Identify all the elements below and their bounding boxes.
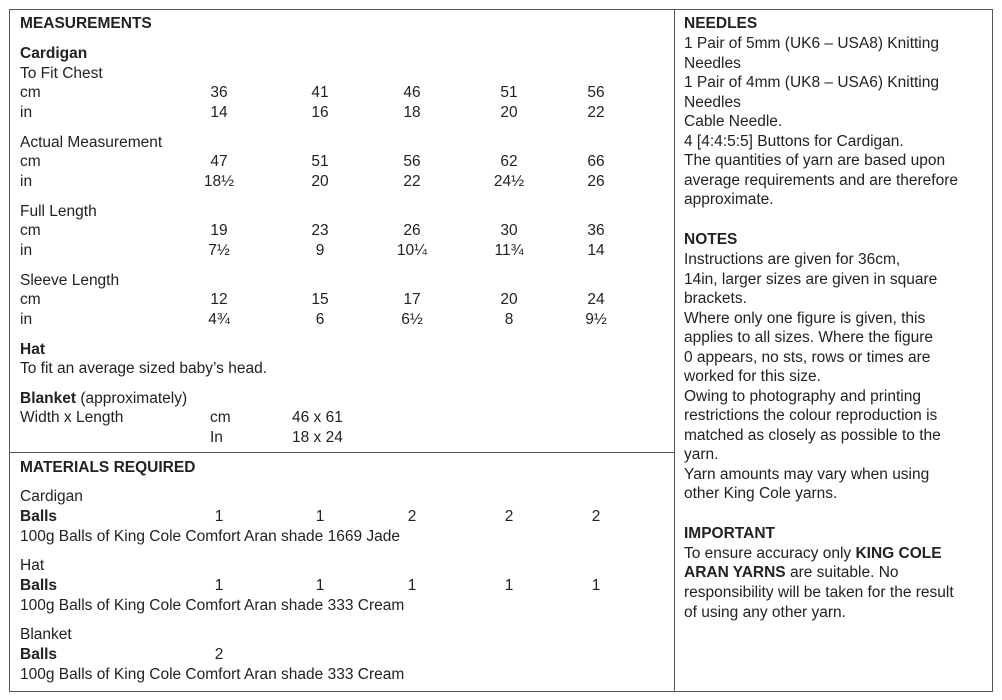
balls-label: Balls: [20, 577, 58, 594]
blanket-label: Width x Length: [20, 409, 124, 426]
hat-text: To fit an average sized baby’s head.: [20, 360, 268, 377]
table-cell-in: 11¾: [494, 242, 524, 259]
unit-cm-label: cm: [20, 84, 41, 101]
materials-heading: MATERIALS REQUIRED: [20, 459, 196, 476]
balls-count: 1: [315, 508, 325, 525]
notes-line: worked for this size.: [684, 368, 821, 385]
table-cell-cm: 36: [210, 84, 228, 101]
material-name: Cardigan: [20, 488, 83, 505]
table-cell-in: 14: [587, 242, 605, 259]
table-cell-in: 22: [403, 173, 421, 190]
needles-line: Needles: [684, 93, 741, 111]
table-cell-cm: 56: [403, 153, 421, 170]
table-cell-in: 20: [311, 173, 329, 190]
balls-label: Balls: [20, 508, 58, 525]
table-cell-cm: 47: [210, 153, 228, 170]
blanket-heading: [20, 389, 187, 409]
needles-line: 1 Pair of 5mm (UK6 – USA8) Knitting: [684, 35, 939, 52]
unit-in-label: in: [20, 311, 33, 328]
notes-line: Owing to photography and printing: [684, 387, 921, 405]
table-cell-in: 16: [311, 104, 329, 121]
balls-count: 1: [315, 577, 325, 594]
measurement-label: Full Length: [20, 203, 97, 220]
yarn-description: 100g Balls of King Cole Comfort Aran shade 1669 Jade: [20, 528, 400, 545]
balls-label: Balls: [20, 646, 58, 663]
notes-line: Instructions are given for 36cm,: [684, 251, 901, 268]
needles-line: 4 [4:4:5:5] Buttons for Cardigan.: [684, 132, 904, 150]
important-text-2: are suitable. No: [785, 564, 899, 581]
material-name: Blanket: [20, 626, 72, 643]
measurement-label: Actual Measurement: [20, 134, 163, 151]
cardigan-title: Cardigan: [20, 45, 88, 62]
important-line: responsibility will be taken for the result: [684, 584, 954, 601]
table-cell-cm: 56: [587, 84, 605, 101]
unit-in-label: in: [20, 242, 33, 259]
notes-line: matched as closely as possible to the: [684, 426, 941, 444]
table-cell-cm: 30: [500, 222, 518, 239]
notes-line: restrictions the colour reproduction is: [684, 407, 938, 424]
needles-line: 1 Pair of 4mm (UK8 – USA6) Knitting: [684, 74, 939, 91]
balls-count: 1: [214, 577, 224, 594]
notes-line: 14in, larger sizes are given in square: [684, 270, 938, 288]
blanket-note: (approximately): [80, 390, 188, 407]
balls-count: 2: [407, 508, 417, 525]
notes-heading: NOTES: [684, 231, 738, 248]
important-heading: IMPORTANT: [684, 525, 775, 542]
table-cell-in: 18½: [203, 173, 235, 190]
notes-line: 0 appears, no sts, rows or times are: [684, 348, 931, 366]
unit-cm-label: cm: [20, 291, 41, 308]
notes-line: other King Cole yarns.: [684, 485, 838, 502]
table-cell-cm: 41: [311, 84, 329, 101]
table-cell-in: 20: [500, 104, 518, 121]
important-brand-1: KING COLE: [855, 545, 942, 562]
table-cell-cm: 46: [403, 84, 421, 101]
measurement-label: To Fit Chest: [20, 65, 103, 82]
important-text-1: To ensure accuracy only: [684, 545, 856, 562]
unit-in-label: in: [20, 104, 33, 121]
column-divider: [674, 9, 675, 692]
needles-line: approximate.: [684, 191, 774, 208]
balls-count: 2: [504, 508, 514, 525]
table-cell-cm: 66: [587, 153, 605, 170]
important-line: of using any other yarn.: [684, 603, 846, 621]
notes-line: yarn.: [684, 446, 719, 463]
table-cell-cm: 23: [311, 222, 329, 239]
table-cell-in: 18: [403, 104, 421, 121]
unit-cm-label: cm: [20, 222, 41, 239]
table-cell-in: 24½: [493, 173, 525, 190]
important-brand-2: ARAN YARNS: [684, 564, 786, 581]
balls-count: 1: [504, 577, 514, 594]
notes-line: brackets.: [684, 290, 747, 307]
table-cell-cm: 36: [587, 222, 605, 239]
important-line-1: [684, 544, 984, 564]
notes-line: applies to all sizes. Where the figure: [684, 329, 933, 346]
table-cell-cm: 24: [587, 291, 605, 308]
measurements-heading: MEASUREMENTS: [20, 15, 152, 32]
table-cell-in: 10¼: [396, 242, 428, 259]
table-cell-in: 7½: [208, 242, 230, 259]
yarn-description: 100g Balls of King Cole Comfort Aran shade 333 Cream: [20, 597, 405, 614]
blanket-value-cm: 46 x 61: [292, 409, 343, 426]
measurement-label: Sleeve Length: [20, 272, 120, 289]
needles-line: Cable Needle.: [684, 113, 783, 130]
table-cell-cm: 12: [210, 291, 228, 308]
notes-line: Where only one figure is given, this: [684, 309, 926, 327]
table-cell-cm: 51: [311, 153, 329, 170]
blanket-unit-cm: cm: [210, 409, 231, 426]
important-line-2: [684, 563, 984, 583]
table-cell-in: 9: [315, 242, 325, 259]
balls-count: 2: [591, 508, 601, 525]
material-name: Hat: [20, 557, 45, 574]
balls-count: 1: [407, 577, 417, 594]
table-cell-cm: 26: [403, 222, 421, 239]
table-cell-in: 6½: [401, 311, 423, 328]
table-cell-in: 6: [315, 311, 325, 328]
needles-line: Needles: [684, 54, 741, 72]
blanket-value-in: 18 x 24: [292, 429, 343, 446]
needles-line: average requirements and are therefore: [684, 171, 958, 189]
unit-in-label: in: [20, 173, 33, 190]
table-cell-in: 22: [587, 104, 605, 121]
table-cell-cm: 51: [500, 84, 518, 101]
blanket-unit-in: In: [210, 429, 223, 446]
table-cell-in: 8: [504, 311, 514, 328]
needles-line: The quantities of yarn are based upon: [684, 152, 946, 169]
table-cell-cm: 20: [500, 291, 518, 308]
needles-heading: NEEDLES: [684, 15, 758, 32]
table-cell-in: 26: [587, 173, 605, 190]
table-cell-cm: 62: [500, 153, 518, 170]
yarn-description: 100g Balls of King Cole Comfort Aran shade 333 Cream: [20, 666, 405, 683]
table-cell-in: 9½: [585, 311, 607, 328]
hat-title: Hat: [20, 341, 45, 358]
balls-count: 2: [214, 646, 224, 663]
table-cell-cm: 19: [210, 222, 228, 239]
unit-cm-label: cm: [20, 153, 41, 170]
blanket-title: Blanket: [20, 390, 76, 407]
table-cell-in: 14: [210, 104, 228, 121]
section-divider: [9, 452, 675, 453]
table-cell-in: 4¾: [208, 311, 230, 328]
balls-count: 1: [214, 508, 224, 525]
table-cell-cm: 17: [403, 291, 421, 308]
table-cell-cm: 15: [311, 291, 329, 308]
notes-line: Yarn amounts may vary when using: [684, 465, 930, 483]
balls-count: 1: [591, 577, 601, 594]
